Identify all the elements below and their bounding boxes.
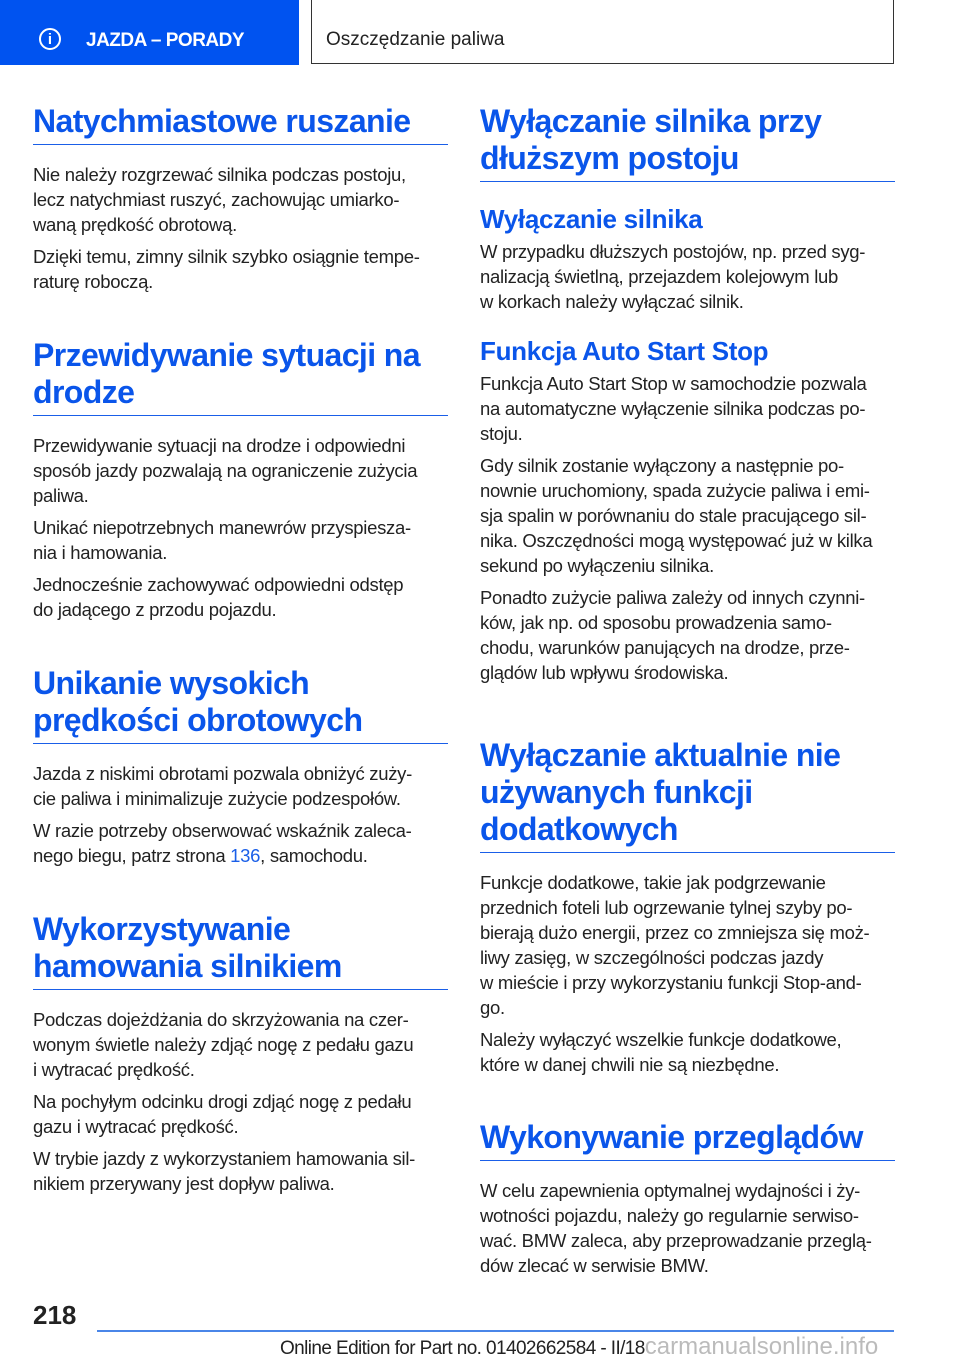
heading: Wyłączanie silnika przy dłuższym postoju (480, 103, 895, 182)
section-natychmiastowe-ruszanie (33, 103, 448, 294)
footer-edition (280, 1333, 878, 1361)
paragraph (33, 818, 448, 868)
page-number: 218 (33, 1300, 77, 1330)
heading: Unikanie wysokich prędkości obrotowych (33, 665, 448, 744)
subheading: Wyłączanie silnika (480, 204, 703, 234)
paragraph: W trybie jazdy z wykorzystaniem hamowania sil- nikiem przerywany jest dopływ paliwa. (33, 1148, 416, 1194)
heading: Przewidywanie sytuacji na drodze (33, 337, 448, 416)
section-przewidywanie (33, 337, 448, 622)
paragraph: Dzięki temu, zimny silnik szybko osiągnie tempe- raturę roboczą. (33, 246, 420, 292)
chapter-title: Oszczędzanie paliwa (326, 29, 505, 50)
info-icon: i (39, 28, 61, 50)
edition-text: Online Edition for Part no. 01402662584 - II/18 (280, 1338, 645, 1359)
section-unikanie-obrotow (33, 665, 448, 868)
paragraph: Na pochyłym odcinku drogi zdjąć nogę z pedału gazu i wytracać prędkość. (33, 1091, 412, 1137)
section-hamowanie-silnikiem (33, 911, 448, 1196)
heading: Natychmiastowe ruszanie (33, 103, 448, 145)
section-tab (0, 0, 299, 65)
paragraph: Funkcje dodatkowe, takie jak podgrzewanie przednich foteli lub ogrzewanie tylnej szyby po- bierają dużo energii, przez co zmniejsza się moż- liwy zasięg, w szczególności podczas jazdy w mieście i przy wykorzystaniu funkcji Stop-and- go. (480, 872, 870, 1018)
paragraph: Jednocześnie zachowywać odpowiedni odstęp do jadącego z przodu pojazdu. (33, 574, 404, 620)
paragraph: Funkcja Auto Start Stop w samochodzie pozwala na automatyczne wyłączenie silnika podczas po- stoju. (480, 373, 867, 444)
paragraph: Należy wyłączyć wszelkie funkcje dodatkowe, które w danej chwili nie są niezbędne. (480, 1029, 842, 1075)
section-wylaczanie-silnika-postoj (480, 103, 895, 685)
section-przeglady (480, 1119, 895, 1278)
paragraph: Przewidywanie sytuacji na drodze i odpowiedni sposób jazdy pozwalają na ograniczenie zużycia paliwa. (33, 435, 418, 506)
paragraph: Ponadto zużycie paliwa zależy od innych czynni- ków, jak np. od sposobu prowadzenia samo- chodu, warunków panujących na drodze, prze- glądów lub wpływu środowiska. (480, 587, 865, 683)
text: W razie potrzeby obserwować wskaźnik zaleca- nego biegu, patrz strona (33, 820, 412, 866)
paragraph: Jazda z niskimi obrotami pozwala obniżyć zuży- cie paliwa i minimalizuje zużycie podzespołów. (33, 763, 412, 809)
paragraph: W celu zapewnienia optymalnej wydajności i ży- wotności pojazdu, należy go regularnie serwiso- wać. BMW zaleca, aby przeprowadzanie przeglą- dów zlecać w serwisie BMW. (480, 1180, 872, 1276)
chapter-tab (311, 0, 894, 64)
paragraph: W przypadku dłuższych postojów, np. przed syg- nalizacją świetlną, przejazdem kolejowym lub w korkach należy wyłączać silnik. (480, 241, 866, 312)
section-funkcje-dodatkowe (480, 737, 895, 1077)
heading: Wykonywanie przeglądów (480, 1119, 895, 1161)
page-link[interactable]: 136 (230, 845, 261, 866)
footer-rule (97, 1330, 894, 1332)
section-label: JAZDA – PORADY (86, 30, 245, 51)
text: , samochodu. (260, 845, 368, 866)
paragraph: Gdy silnik zostanie wyłączony a następnie po- nownie uruchomiony, spada zużycie paliwa i emi- sja spalin w porównaniu do stale pracującego sil- nika. Oszczędności mogą występować już w kilka sekund po wyłączeniu silnika. (480, 455, 873, 576)
subheading: Funkcja Auto Start Stop (480, 336, 769, 366)
paragraph: Unikać niepotrzebnych manewrów przyspiesza- nia i hamowania. (33, 517, 411, 563)
heading: Wyłączanie aktualnie nie używanych funkcji dodatkowych (480, 737, 895, 853)
paragraph: Podczas dojeżdżania do skrzyżowania na czer- wonym świetle należy zdjąć nogę z pedału gazu i wytracać prędkość. (33, 1009, 414, 1080)
paragraph: Nie należy rozgrzewać silnika podczas postoju, lecz natychmiast ruszyć, zachowując umiarko- waną prędkość obrotową. (33, 164, 406, 235)
heading: Wykorzystywanie hamowania silnikiem (33, 911, 448, 990)
watermark: carmanualsonline.info (644, 1333, 879, 1360)
